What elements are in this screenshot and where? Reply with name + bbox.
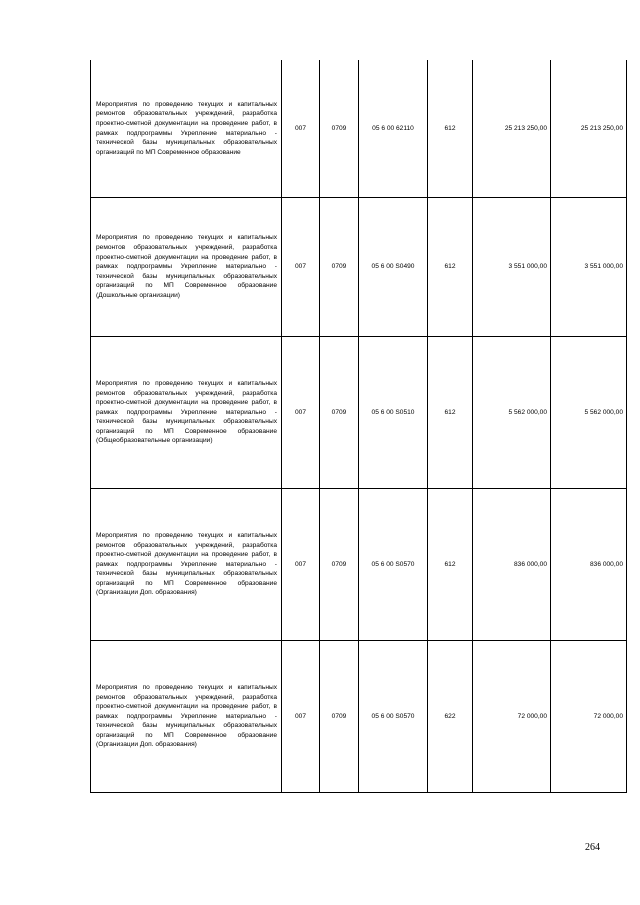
table-row	[91, 489, 627, 641]
amount-plan-cell: 5 562 000,00	[473, 337, 551, 489]
amount-fact-cell: 3 551 000,00	[551, 198, 627, 337]
amount-fact-cell: 72 000,00	[551, 641, 627, 793]
expense-type-cell: 612	[428, 489, 473, 641]
page-number: 264	[585, 842, 600, 853]
amount-plan-cell: 25 213 250,00	[473, 60, 551, 198]
budget-table	[90, 60, 627, 793]
amount-fact-cell: 25 213 250,00	[551, 60, 627, 198]
expense-name-cell: Мероприятия по проведению текущих и капитальных ремонтов образовательных учреждений, разработка проектно-сметной документации на проведение работ, в рамках подпрограммы Укрепление материально - технической базы муниципальных образовательных организаций по МП Современное образование	[91, 60, 282, 198]
expense-name-cell: Мероприятия по проведению текущих и капитальных ремонтов образовательных учреждений, разработка проектно-сметной документации на проведение работ, в рамках подпрограммы Укрепление материально - технической базы муниципальных образовательных организаций по МП Современное образование (Общеобразовательные организации)	[91, 337, 282, 489]
ministry-code-cell: 007	[282, 198, 320, 337]
amount-plan-cell: 72 000,00	[473, 641, 551, 793]
section-code-cell: 0709	[320, 60, 359, 198]
expense-type-cell: 612	[428, 198, 473, 337]
amount-plan-cell: 3 551 000,00	[473, 198, 551, 337]
section-code-cell: 0709	[320, 337, 359, 489]
ministry-code-cell: 007	[282, 60, 320, 198]
target-article-cell: 05 6 00 S0510	[359, 337, 428, 489]
ministry-code-cell: 007	[282, 641, 320, 793]
target-article-cell: 05 6 00 S0570	[359, 489, 428, 641]
section-code-cell: 0709	[320, 489, 359, 641]
table-row	[91, 641, 627, 793]
section-code-cell: 0709	[320, 198, 359, 337]
expense-name-cell: Мероприятия по проведению текущих и капитальных ремонтов образовательных учреждений, разработка проектно-сметной документации на проведение работ, в рамках подпрограммы Укрепление материально - технической базы муниципальных образовательных организаций по МП Современное образование (Дошкольные организации)	[91, 198, 282, 337]
expense-name-cell: Мероприятия по проведению текущих и капитальных ремонтов образовательных учреждений, разработка проектно-сметной документации на проведение работ, в рамках подпрограммы Укрепление материально - технической базы муниципальных образовательных организаций по МП Современное образование (Организации Доп. образования)	[91, 489, 282, 641]
table-row	[91, 60, 627, 198]
section-code-cell: 0709	[320, 641, 359, 793]
table-row	[91, 337, 627, 489]
ministry-code-cell: 007	[282, 337, 320, 489]
expense-type-cell: 612	[428, 337, 473, 489]
table-row	[91, 198, 627, 337]
amount-plan-cell: 836 000,00	[473, 489, 551, 641]
amount-fact-cell: 836 000,00	[551, 489, 627, 641]
target-article-cell: 05 6 00 S0570	[359, 641, 428, 793]
expense-type-cell: 612	[428, 60, 473, 198]
ministry-code-cell: 007	[282, 489, 320, 641]
expense-type-cell: 622	[428, 641, 473, 793]
target-article-cell: 05 6 00 S0490	[359, 198, 428, 337]
amount-fact-cell: 5 562 000,00	[551, 337, 627, 489]
target-article-cell: 05 6 00 62110	[359, 60, 428, 198]
expense-name-cell: Мероприятия по проведению текущих и капитальных ремонтов образовательных учреждений, разработка проектно-сметной документации на проведение работ, в рамках подпрограммы Укрепление материально - технической базы муниципальных образовательных организаций по МП Современное образование (Организации Доп. образования)	[91, 641, 282, 793]
